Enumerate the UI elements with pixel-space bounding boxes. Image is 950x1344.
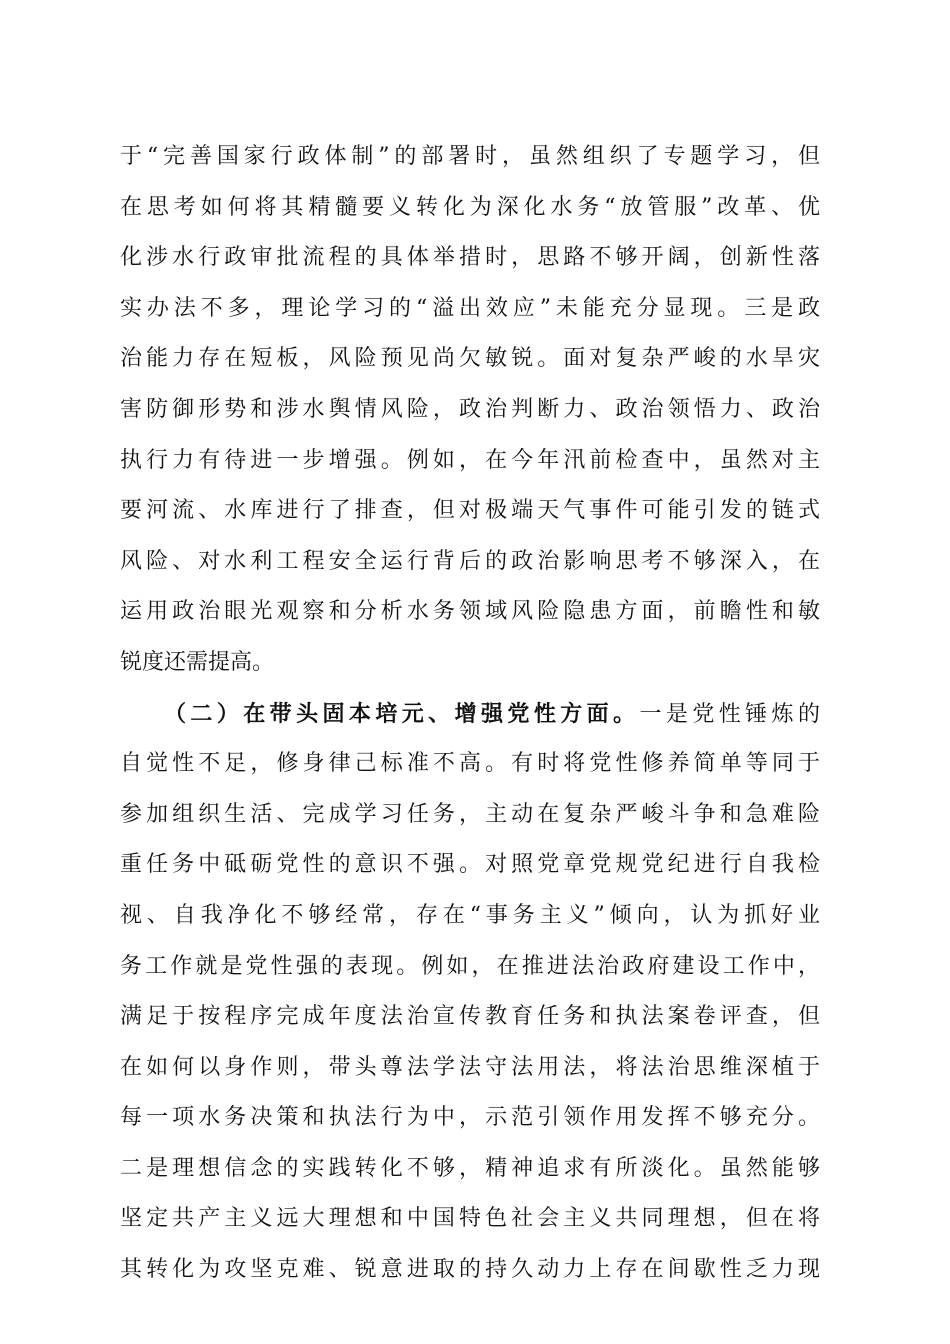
text-line: 自觉性不足，修身律己标准不高。有时将党性修养简单等同于 bbox=[120, 751, 820, 777]
text-line: 要河流、水库进行了排查，但对极端天气事件可能引发的链式 bbox=[120, 498, 820, 524]
text-line: 锐度还需提高。 bbox=[120, 649, 275, 675]
text-line: 治能力存在短板，风险预见尚欠敏锐。面对复杂严峻的水旱灾 bbox=[120, 346, 820, 372]
text-line: 务工作就是党性强的表现。例如，在推进法治政府建设工作中， bbox=[120, 953, 820, 979]
text-line: 视、自我净化不够经常，存在“事务主义”倾向，认为抓好业 bbox=[120, 902, 820, 928]
text-line: 坚定共产主义远大理想和中国特色社会主义共同理想，但在将 bbox=[120, 1206, 820, 1232]
heading-line-rest: 一是党性锤炼的 bbox=[639, 701, 820, 727]
text-line: 在思考如何将其精髓要义转化为深化水务“放管服”改革、优 bbox=[120, 194, 820, 220]
document-body bbox=[120, 132, 820, 1296]
text-line: 风险、对水利工程安全运行背后的政治影响思考不够深入，在 bbox=[120, 548, 820, 574]
paragraph-heading-line bbox=[120, 689, 820, 740]
paragraph-2 bbox=[120, 689, 820, 1296]
text-line: 二是理想信念的实践转化不够，精神追求有所淡化。虽然能够 bbox=[120, 1155, 820, 1181]
text-line: 满足于按程序完成年度法治宣传教育任务和执法案卷评查，但 bbox=[120, 1004, 820, 1030]
text-line: 化涉水行政审批流程的具体举措时，思路不够开阔，创新性落 bbox=[120, 245, 820, 271]
text-line: 运用政治眼光观察和分析水务领域风险隐患方面，前瞻性和敏 bbox=[120, 599, 820, 625]
text-line: 害防御形势和涉水舆情风险，政治判断力、政治领悟力、政治 bbox=[120, 396, 820, 422]
text-line: 其转化为攻坚克难、锐意进取的持久动力上存在间歇性乏力现 bbox=[120, 1257, 820, 1283]
text-line: 执行力有待进一步增强。例如，在今年汛前检查中，虽然对主 bbox=[120, 447, 820, 473]
paragraph-1 bbox=[120, 132, 820, 689]
text-line: 重任务中砥砺党性的意识不强。对照党章党规党纪进行自我检 bbox=[120, 852, 820, 878]
text-line: 实办法不多，理论学习的“溢出效应”未能充分显现。三是政 bbox=[120, 295, 820, 321]
section-heading: （二）在带头固本培元、增强党性方面。 bbox=[164, 700, 640, 727]
text-line: 参加组织生活、完成学习任务，主动在复杂严峻斗争和急难险 bbox=[120, 801, 820, 827]
text-line: 每一项水务决策和执法行为中，示范引领作用发挥不够充分。 bbox=[120, 1105, 820, 1131]
text-line: 于“完善国家行政体制”的部署时，虽然组织了专题学习，但 bbox=[120, 144, 820, 169]
text-line: 在如何以身作则，带头尊法学法守法用法，将法治思维深植于 bbox=[120, 1054, 820, 1080]
